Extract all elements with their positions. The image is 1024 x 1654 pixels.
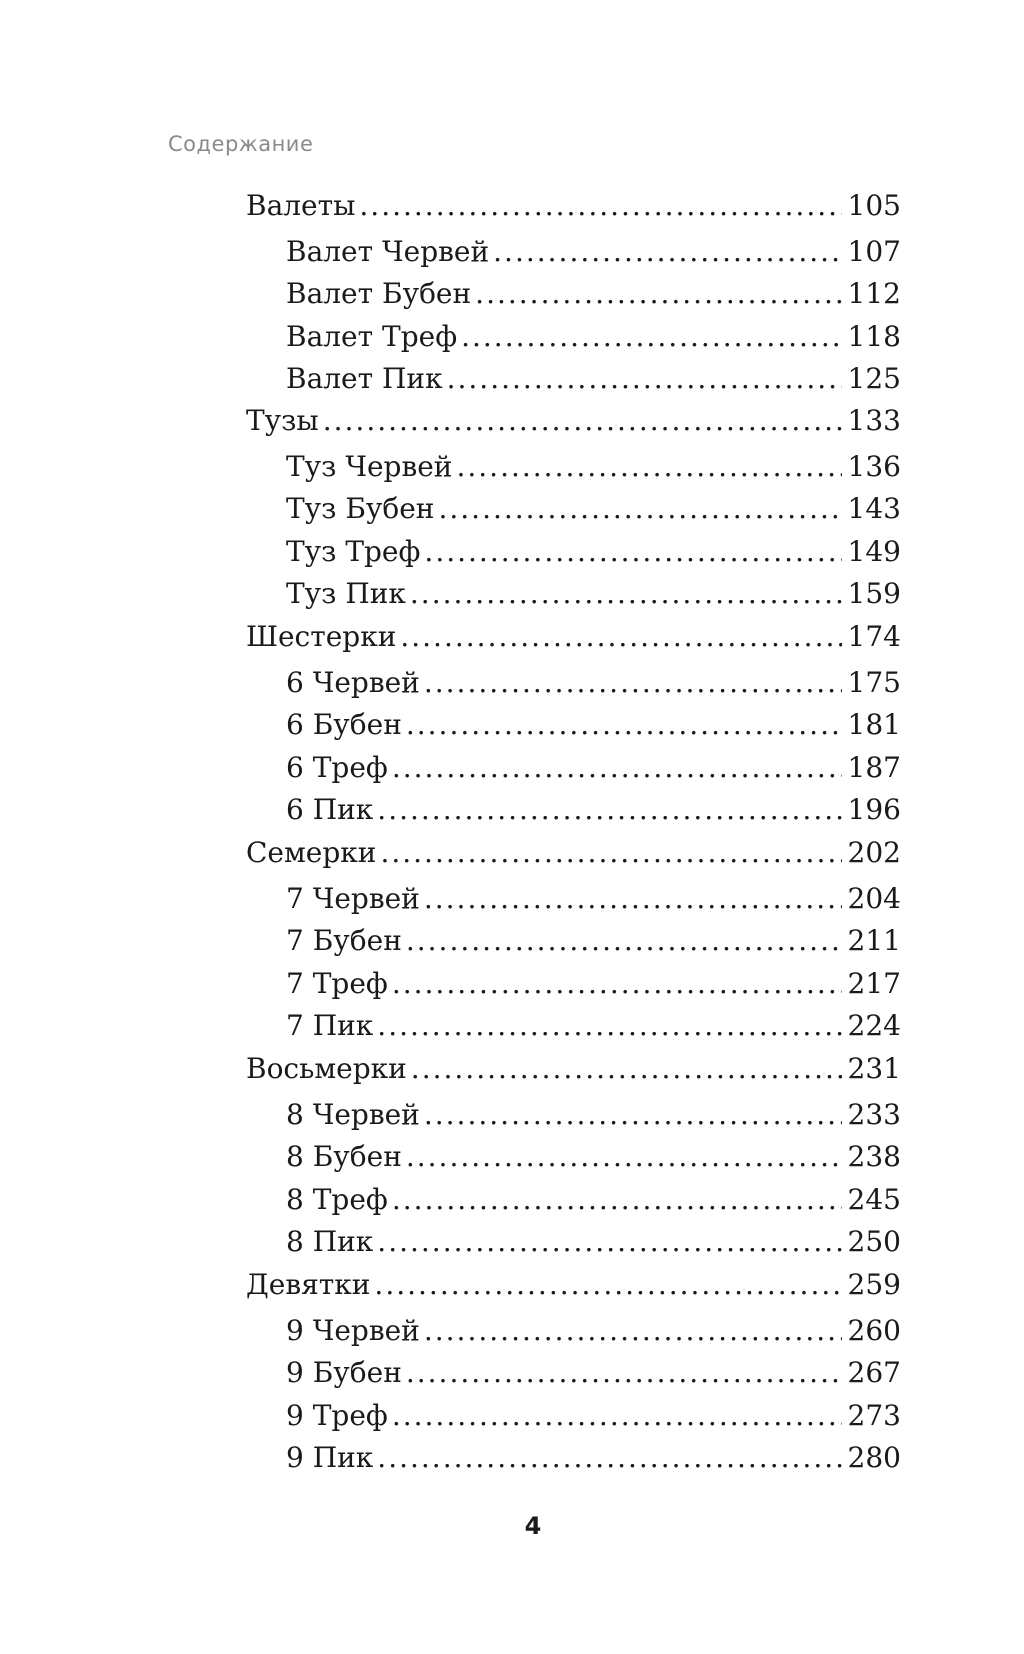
dot-leader [424, 881, 842, 917]
toc-section-entry [246, 188, 901, 224]
dot-leader [424, 1313, 842, 1349]
dot-leader [377, 1440, 841, 1476]
dot-leader [392, 1182, 842, 1218]
dot-leader [438, 491, 841, 527]
toc-entry-title: 8 Червей [286, 1098, 420, 1131]
toc-entry-page: 250 [847, 1225, 901, 1258]
dot-leader [406, 1355, 842, 1391]
dot-leader [377, 1224, 841, 1260]
toc-entry-title: Валет Червей [286, 235, 490, 268]
toc-entry-page: 224 [847, 1009, 901, 1042]
toc-entry-page: 196 [847, 793, 901, 826]
toc-entry-page: 238 [847, 1140, 901, 1173]
toc-subsection-entry [286, 881, 901, 917]
toc-subsection-entry [286, 923, 901, 959]
toc-entry-page: 105 [847, 189, 901, 222]
toc-entry-page: 118 [847, 320, 901, 353]
dot-leader [447, 361, 842, 397]
toc-entry-page: 159 [847, 577, 901, 610]
toc-entry-title: 9 Треф [286, 1399, 388, 1432]
dot-leader [377, 792, 841, 828]
dot-leader [411, 1051, 842, 1087]
toc-entry-page: 273 [847, 1399, 901, 1432]
toc-subsection-entry [286, 707, 901, 743]
toc-subsection-entry [286, 234, 901, 270]
toc-entry-title: Валеты [246, 189, 356, 222]
toc-entry-title: 7 Пик [286, 1009, 374, 1042]
dot-leader [392, 966, 842, 1002]
toc-subsection-entry [286, 665, 901, 701]
toc-entry-title: 6 Червей [286, 666, 420, 699]
toc-entry-page: 204 [847, 882, 901, 915]
toc-subsection-entry [286, 792, 901, 828]
toc-entry-page: 175 [847, 666, 901, 699]
toc-entry-title: 7 Треф [286, 967, 388, 1000]
toc-entry-title: 8 Пик [286, 1225, 374, 1258]
dot-leader [493, 234, 841, 270]
toc-entry-title: Туз Треф [286, 535, 421, 568]
toc-entry-page: 181 [847, 708, 901, 741]
dot-leader [400, 619, 841, 655]
dot-leader [392, 1398, 842, 1434]
toc-entry-page: 143 [847, 492, 901, 525]
toc-entry-title: 8 Треф [286, 1183, 388, 1216]
dot-leader [424, 534, 841, 570]
dot-leader [406, 923, 842, 959]
toc-entry-page: 233 [847, 1098, 901, 1131]
toc-entry-title: 8 Бубен [286, 1140, 402, 1173]
dot-leader [374, 1267, 841, 1303]
dot-leader [377, 1008, 841, 1044]
dot-leader [406, 1139, 842, 1175]
toc-entry-title: Валет Треф [286, 320, 458, 353]
toc-subsection-entry [286, 1182, 901, 1218]
toc-entry-title: 7 Червей [286, 882, 420, 915]
toc-subsection-entry [286, 1008, 901, 1044]
toc-subsection-entry [286, 1313, 901, 1349]
dot-leader [456, 449, 841, 485]
toc-subsection-entry [286, 1224, 901, 1260]
toc-entry-page: 245 [847, 1183, 901, 1216]
toc-entry-title: Туз Пик [286, 577, 406, 610]
dot-leader [424, 1097, 842, 1133]
toc-entry-page: 149 [847, 535, 901, 568]
toc-entry-page: 174 [847, 620, 901, 653]
toc-entry-title: Восьмерки [246, 1052, 407, 1085]
toc-entry-page: 259 [847, 1268, 901, 1301]
toc-entry-title: 9 Червей [286, 1314, 420, 1347]
dot-leader [475, 276, 841, 312]
toc-entry-title: 6 Пик [286, 793, 374, 826]
toc-subsection-entry [286, 1398, 901, 1434]
toc-subsection-entry [286, 1440, 901, 1476]
toc-entry-title: 6 Бубен [286, 708, 402, 741]
toc-entry-title: 7 Бубен [286, 924, 402, 957]
toc-entry-title: Валет Пик [286, 362, 443, 395]
toc-entry-title: Семерки [246, 836, 377, 869]
toc-entry-page: 267 [847, 1356, 901, 1389]
toc-entry-title: Шестерки [246, 620, 397, 653]
toc-subsection-entry [286, 1139, 901, 1175]
toc-entry-title: Туз Бубен [286, 492, 435, 525]
toc-subsection-entry [286, 750, 901, 786]
dot-leader [406, 707, 842, 743]
toc-entry-page: 136 [847, 450, 901, 483]
toc-entry-page: 187 [847, 751, 901, 784]
dot-leader [410, 576, 842, 612]
toc-section-entry [246, 835, 901, 871]
toc-subsection-entry [286, 966, 901, 1002]
dot-leader [323, 403, 842, 439]
page-number: 4 [524, 1512, 542, 1540]
toc-entry-page: 231 [847, 1052, 901, 1085]
toc-subsection-entry [286, 361, 901, 397]
toc-section-entry [246, 619, 901, 655]
toc-entry-title: 6 Треф [286, 751, 388, 784]
toc-entry-title: Валет Бубен [286, 277, 472, 310]
toc-entry-page: 107 [847, 235, 901, 268]
toc-subsection-entry [286, 1355, 901, 1391]
toc-entry-title: 9 Бубен [286, 1356, 402, 1389]
toc-entry-page: 125 [847, 362, 901, 395]
toc-entry-title: Тузы [246, 404, 319, 437]
toc-entry-page: 211 [847, 924, 901, 957]
toc-subsection-entry [286, 534, 901, 570]
running-head: Содержание [168, 132, 314, 156]
dot-leader [359, 188, 841, 224]
dot-leader [380, 835, 841, 871]
toc-section-entry [246, 1051, 901, 1087]
toc-subsection-entry [286, 576, 901, 612]
toc-section-entry [246, 1267, 901, 1303]
toc-subsection-entry [286, 449, 901, 485]
toc-subsection-entry [286, 1097, 901, 1133]
toc-entry-page: 112 [847, 277, 901, 310]
toc-entry-page: 260 [847, 1314, 901, 1347]
toc-entry-title: Девятки [246, 1268, 371, 1301]
toc-entry-page: 133 [847, 404, 901, 437]
toc-entry-title: 9 Пик [286, 1441, 374, 1474]
dot-leader [392, 750, 842, 786]
toc-entry-title: Туз Червей [286, 450, 453, 483]
toc-subsection-entry [286, 276, 901, 312]
toc-entry-page: 217 [847, 967, 901, 1000]
toc-entry-page: 280 [847, 1441, 901, 1474]
toc-section-entry [246, 403, 901, 439]
toc-subsection-entry [286, 491, 901, 527]
dot-leader [461, 319, 841, 355]
toc-entry-page: 202 [847, 836, 901, 869]
dot-leader [424, 665, 842, 701]
toc-subsection-entry [286, 319, 901, 355]
